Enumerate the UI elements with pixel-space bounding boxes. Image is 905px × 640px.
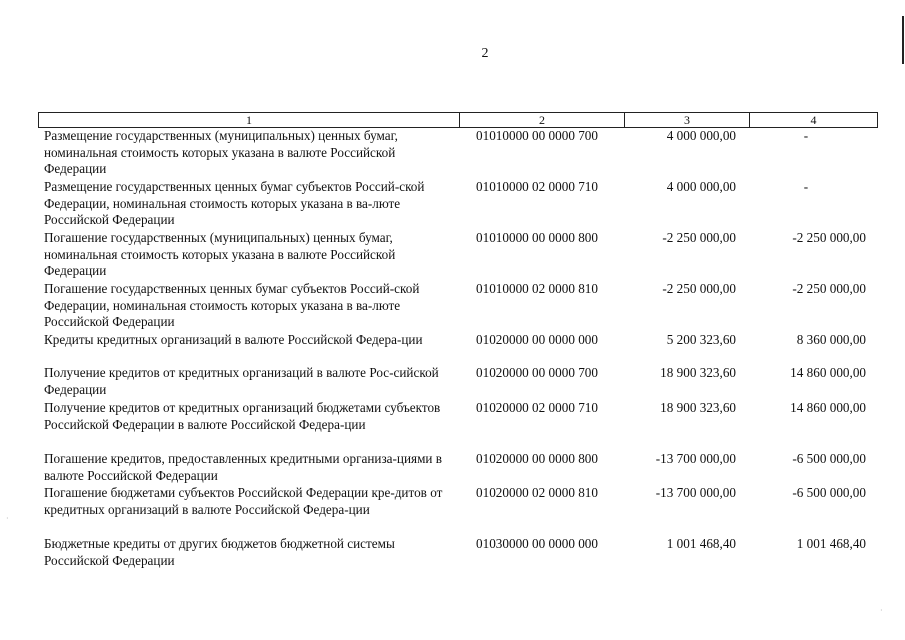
row-value-4: -6 500 000,00 <box>792 485 866 500</box>
page-edge-mark <box>902 16 904 64</box>
row-value-4: 1 001 468,40 <box>796 536 866 551</box>
row-description: Размещение государственных (муниципальных) ценных бумаг, номинальная стоимость которых указана в валюте Российской Федерации <box>44 128 398 177</box>
scan-speck: · <box>880 606 883 615</box>
row-value-4: -2 250 000,00 <box>792 281 866 296</box>
row-code: 01010000 02 0000 710 <box>476 179 598 194</box>
row-code: 01020000 00 0000 800 <box>476 451 598 466</box>
header-col-1: 1 <box>246 113 252 127</box>
row-value-4: - <box>803 128 809 143</box>
row-value-3: 18 900 323,60 <box>660 400 736 415</box>
row-description: Погашение кредитов, предоставленных кредитными организа-циями в валюте Российской Федерации <box>44 451 443 483</box>
row-description: Получение кредитов от кредитных организаций в валюте Рос-сийской Федерации <box>44 365 439 397</box>
row-code: 01020000 02 0000 710 <box>476 400 598 415</box>
row-description: Погашение государственных (муниципальных) ценных бумаг, номинальная стоимость которых указана в валюте Российской Федерации <box>44 230 396 279</box>
row-description: Бюджетные кредиты от других бюджетов бюджетной системы Российской Федерации <box>44 536 395 568</box>
row-value-3: -13 700 000,00 <box>655 451 736 466</box>
row-description: Размещение государственных ценных бумаг субъектов Россий-ской Федерации, номинальная стоимость которых указана в ва-люте Российской Федерации <box>44 179 425 228</box>
row-value-3: 1 001 468,40 <box>666 536 736 551</box>
row-value-3: -13 700 000,00 <box>655 485 736 500</box>
row-value-3: 5 200 323,60 <box>666 332 736 347</box>
row-code: 01020000 02 0000 810 <box>476 485 598 500</box>
row-value-3: 18 900 323,60 <box>660 365 736 380</box>
row-value-3: -2 250 000,00 <box>662 281 736 296</box>
row-description: Погашение бюджетами субъектов Российской Федерации кре-дитов от кредитных организаций в валюте Российской Федера-ции <box>44 485 443 517</box>
header-col-3: 3 <box>684 113 690 127</box>
row-code: 01010000 02 0000 810 <box>476 281 598 296</box>
row-value-4: 8 360 000,00 <box>796 332 866 347</box>
row-value-3: -2 250 000,00 <box>662 230 736 245</box>
table-header <box>38 112 878 128</box>
row-value-4: 14 860 000,00 <box>790 400 866 415</box>
header-col-2: 2 <box>539 113 545 127</box>
row-description: Кредиты кредитных организаций в валюте Российской Федера-ции <box>44 332 423 347</box>
scan-speck: · <box>6 514 9 523</box>
header-col-4: 4 <box>810 113 817 127</box>
row-code: 01020000 00 0000 000 <box>476 332 598 347</box>
row-code: 01020000 00 0000 700 <box>476 365 598 380</box>
row-description: Получение кредитов от кредитных организаций бюджетами субъектов Российской Федерации в валюте Российской Федера-ции <box>44 400 441 432</box>
row-value-4: -2 250 000,00 <box>792 230 866 245</box>
row-value-4: 14 860 000,00 <box>790 365 866 380</box>
row-code: 01010000 00 0000 700 <box>476 128 598 143</box>
row-value-4: -6 500 000,00 <box>792 451 866 466</box>
row-value-4: - <box>803 179 809 194</box>
row-value-3: 4 000 000,00 <box>666 179 736 194</box>
row-code: 01030000 00 0000 000 <box>476 536 598 551</box>
page-number: 2 <box>481 46 489 61</box>
row-value-3: 4 000 000,00 <box>666 128 736 143</box>
row-code: 01010000 00 0000 800 <box>476 230 598 245</box>
row-description: Погашение государственных ценных бумаг субъектов Россий-ской Федерации, номинальная стоимость которых указана в ва-люте Российской Федерации <box>44 281 420 330</box>
